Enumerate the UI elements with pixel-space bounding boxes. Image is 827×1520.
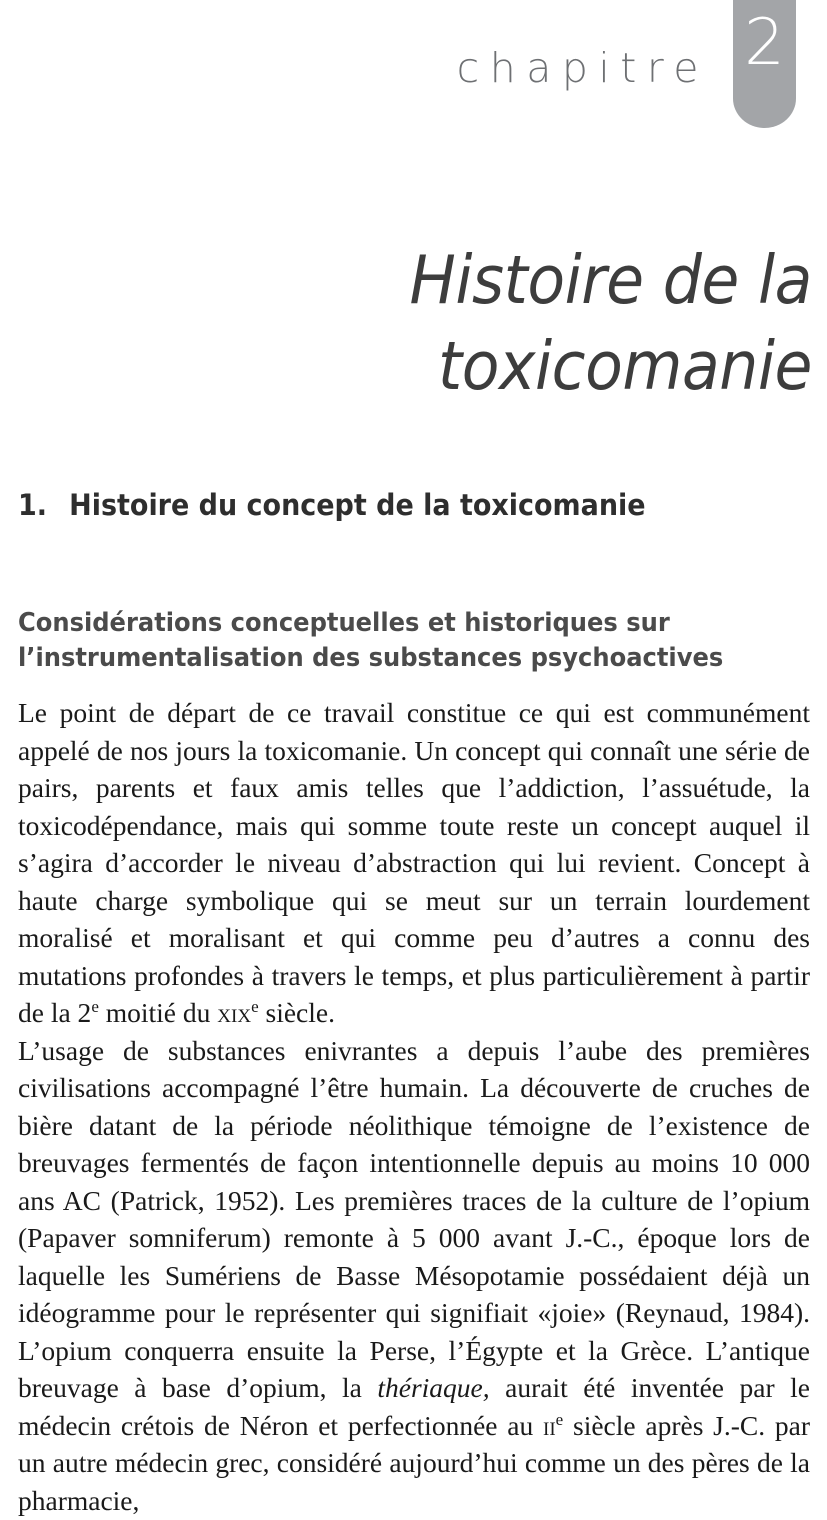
chapter-word-label: chapitre <box>456 44 709 92</box>
paragraph-2 <box>18 1032 810 1520</box>
subsection-heading <box>18 606 762 676</box>
paragraph-1-text-part-2: moitié du <box>98 997 218 1028</box>
paragraph-1-smallcaps-roman: xix <box>217 997 252 1028</box>
chapter-header-band <box>0 0 827 140</box>
body-text-column <box>18 694 810 1519</box>
chapter-number-label: 2 <box>744 6 785 80</box>
paragraph-1-superscript-1: e <box>91 996 99 1016</box>
section-heading <box>18 484 755 526</box>
paragraph-1 <box>18 694 810 1032</box>
subsection-heading-line-2: l’instrumentalisation des substances psychoactives <box>18 643 724 673</box>
paragraph-2-text-part-1: L’usage de substances enivrantes a depuis l’aube des premières civilisations accompagné l’être humain. La découverte de cruches de bière datant de la période néolithique témoigne de l’existence de breuvages fermentés de façon intentionnelle depuis au moins 10 000 ans AC (Patrick, 1952). Les premières traces de la culture de l’opium (Papaver somniferum) remonte à 5 000 avant J.-C., époque lors de laquelle les Sumériens de Basse Mésopotamie possédaient déjà un idéogramme pour le représenter qui signifiait «joie» (Reynaud, 1984). L’opium conquerra ensuite la Perse, l’Égypte et la Grèce. L’antique breuvage à base d’opium, la <box>18 1034 810 1403</box>
paragraph-2-italic-term: thériaque, <box>377 1372 490 1403</box>
paragraph-1-text-part-3: siècle. <box>258 997 335 1028</box>
paragraph-2-text-part-3: siècle après J.-C. par un autre médecin grec, considéré aujourd’hui comme un des pères de la pharmacie, <box>18 1409 811 1516</box>
chapter-title: Histoire de la toxicomanie <box>409 240 812 405</box>
subsection-heading-line-1: Considérations conceptuelles et historiques sur <box>18 608 670 638</box>
chapter-number-tab <box>733 0 796 128</box>
paragraph-2-smallcaps-roman: ii <box>543 1409 556 1441</box>
paragraph-1-superscript-2: e <box>251 996 259 1016</box>
paragraph-2-superscript: e <box>555 1409 564 1429</box>
section-number: 1. <box>18 488 48 523</box>
paragraph-2-text-part-2: aurait été inventée par le médecin crétois de Néron et perfectionnée au <box>18 1372 810 1441</box>
section-heading-text: Histoire du concept de la toxicomanie <box>69 488 646 523</box>
paragraph-1-text-part-1: Le point de départ de ce travail constitue ce qui est communément appelé de nos jours la toxicomanie. Un concept qui connaît une série de pairs, parents et faux amis telles que l’addiction, l’assuétude, la toxicodépendance, mais qui somme toute reste un concept auquel il s’agira d’accorder le niveau d’abstraction qui lui revient. Concept à haute charge symbolique qui se meut sur un terrain lourdement moralisé et moralisant et qui comme peu d’autres a connu des mutations profondes à travers le temps, et plus particulièrement à partir de la 2 <box>18 697 810 1028</box>
